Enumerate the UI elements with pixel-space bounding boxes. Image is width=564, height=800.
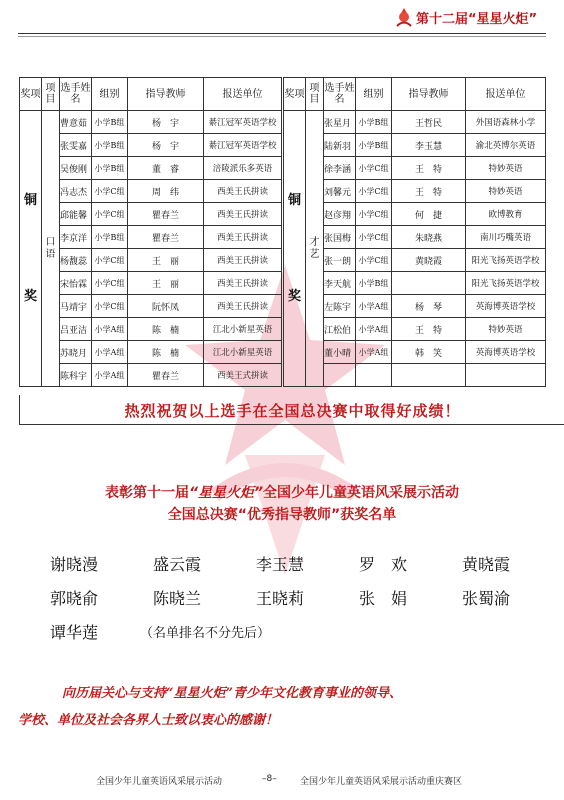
teacher-cell [392,364,466,387]
unit-cell: 英海博英语学校 [466,341,546,364]
table-row [284,180,546,203]
group-cell: 小学C组 [92,180,128,203]
teacher-cell: 王 特 [392,318,466,341]
player-name-cell: 吕亚洁 [60,318,92,341]
teacher-cell: 瞿春兰 [128,203,204,226]
names-row [50,586,530,620]
unit-cell: 涪陵派乐多英语 [204,157,282,180]
thanks-post: 青少年文化教育事业的领导、 [232,686,402,701]
teacher-cell: 王 特 [392,180,466,203]
player-name-cell: 李京洋 [60,226,92,249]
player-name-cell [324,364,356,387]
group-cell: 小学C组 [356,249,392,272]
group-cell: 小学C组 [92,249,128,272]
col-header-group: 组别 [356,78,392,111]
player-name-cell: 江松伯 [324,318,356,341]
table-row [20,203,282,226]
honor-title-line2: 全国总决赛“优秀指导教师”获奖名单 [167,507,397,523]
player-name-cell: 左陈宇 [324,295,356,318]
unit-cell: 欧博教育 [466,203,546,226]
thanks-pre: 向历届关心与支持 [62,686,167,701]
table-row [20,341,282,364]
unit-cell: 外国语森林小学 [466,111,546,134]
unit-cell: 西美王氏拼读 [204,249,282,272]
player-name-cell: 曹意茹 [60,111,92,134]
unit-cell: 英海博英语学校 [466,295,546,318]
col-header-unit: 报送单位 [466,78,546,111]
player-name-cell: 宋怡霖 [60,272,92,295]
group-cell: 小学B组 [356,134,392,157]
table-row [284,134,546,157]
teacher-name: 盛云霞 [153,555,202,574]
teacher-cell [392,272,466,295]
project-cell: 口语 [42,111,60,387]
unit-cell [466,364,546,387]
unit-cell: 特妙英语 [466,318,546,341]
group-cell: 小学A组 [92,318,128,341]
unit-cell: 江北小新星英语 [204,318,282,341]
player-name-cell: 刘馨元 [324,180,356,203]
player-name-cell: 杨馥蕊 [60,249,92,272]
unit-cell: 綦江冠军英语学校 [204,111,282,134]
teacher-name: 王晓莉 [256,589,305,608]
award-char: 奖 [287,288,301,304]
award-cell [20,111,42,387]
player-name-cell: 董小晴 [324,341,356,364]
teacher-cell: 黄晓霞 [392,249,466,272]
table-row [20,272,282,295]
unit-cell: 渝北英博尔英语 [466,134,546,157]
unit-cell: 西美王式拼读 [204,364,282,387]
teacher-cell: 杨 宇 [128,134,204,157]
unit-cell: 阳光飞扬英语学校 [466,272,546,295]
player-name-cell: 陈科宇 [60,364,92,387]
teacher-cell: 韩 笑 [392,341,466,364]
teacher-cell: 瞿春兰 [128,364,204,387]
group-cell: 小学C组 [92,295,128,318]
honor-title-pre: 表彰第十一届 [104,485,189,501]
table-row [20,226,282,249]
col-header-group: 组别 [92,78,128,111]
teacher-cell: 王 丽 [128,272,204,295]
col-header-teacher: 指导教师 [392,78,466,111]
table-row [20,295,282,318]
group-cell: 小学B组 [92,111,128,134]
table-row [20,249,282,272]
table-row [284,111,546,134]
teacher-cell: 阮怀凤 [128,295,204,318]
unit-cell: 南川巧嘴英语 [466,226,546,249]
teacher-name: 谢晓漫 [50,555,99,574]
player-name-cell: 苏晓月 [60,341,92,364]
award-char: 铜 [23,192,37,208]
table-row [284,364,546,387]
teacher-name: 罗 欢 [359,555,408,574]
left-award-table [19,77,282,387]
congrats-banner [19,395,564,425]
teacher-cell: 杨 宇 [128,111,204,134]
teacher-name: 张 娟 [359,589,408,608]
right-award-table [283,77,546,387]
header-title: 第十二届“星星火炬” [416,12,538,27]
teacher-cell: 杨 琴 [392,295,466,318]
header-rule-thin [18,36,546,37]
table-row [284,226,546,249]
col-header-project: 项目 [42,78,60,111]
teacher-cell: 朱晓燕 [392,226,466,249]
group-cell: 小学C组 [356,203,392,226]
teacher-cell: 王 特 [392,157,466,180]
teacher-cell: 董 睿 [128,157,204,180]
unit-cell: 西美王氏拼读 [204,272,282,295]
teacher-name: 谭华莲 [50,623,99,642]
group-cell: 小学C组 [92,203,128,226]
col-header-unit: 报送单位 [204,78,282,111]
teacher-cell: 陈 楠 [128,341,204,364]
teacher-name: 黄晓霞 [462,555,511,574]
page-header [0,0,564,40]
teacher-name: 张蜀渝 [462,589,511,608]
teacher-cell: 王 丽 [128,249,204,272]
group-cell: 小学B组 [92,157,128,180]
teacher-cell: 王哲民 [392,111,466,134]
table-row [284,203,546,226]
group-cell: 小学C组 [92,272,128,295]
group-cell [356,364,392,387]
group-cell: 小学C组 [356,226,392,249]
unit-cell: 西美王氏拼读 [204,180,282,203]
col-header-project: 项目 [306,78,324,111]
group-cell: 小学B组 [356,272,392,295]
group-cell: 小学A组 [92,341,128,364]
project-cell: 才艺 [306,111,324,387]
names-row [50,552,530,586]
teacher-name: 陈晓兰 [153,589,202,608]
names-row [50,620,530,654]
thanks-brand: “星星火炬” [166,686,233,701]
unit-cell: 西美王氏拼读 [204,203,282,226]
congrats-text: 热烈祝贺以上选手在全国总决赛中取得好成绩！ [124,402,461,420]
group-cell: 小学A组 [356,318,392,341]
table-header-row [20,78,282,111]
player-name-cell: 张星月 [324,111,356,134]
table-row [284,318,546,341]
table-row [284,295,546,318]
teacher-name: 郭晓俞 [50,589,99,608]
unit-cell: 阳光飞扬英语学校 [466,249,546,272]
header-rule [18,33,546,34]
teacher-cell: 李玉慧 [392,134,466,157]
group-cell: 小学B组 [92,134,128,157]
table-row [20,180,282,203]
col-header-award: 奖项 [284,78,306,111]
player-name-cell: 马靖宇 [60,295,92,318]
player-name-cell: 陆新羽 [324,134,356,157]
table-header-row [284,78,546,111]
award-cell [284,111,306,387]
thanks-paragraph [18,680,548,734]
group-cell: 小学A组 [356,295,392,318]
teacher-names-list [50,552,530,654]
col-header-name: 选手姓名 [324,78,356,111]
table-row [284,157,546,180]
player-name-cell: 邱能馨 [60,203,92,226]
player-name-cell: 冯志杰 [60,180,92,203]
table-row [20,364,282,387]
thanks-line2: 学校、单位及社会各界人士致以衷心的感谢！ [18,713,279,728]
table-row [20,318,282,341]
group-cell: 小学B组 [356,111,392,134]
teacher-cell: 何 捷 [392,203,466,226]
unit-cell: 西美王氏拼读 [204,226,282,249]
honor-title-brand: “星星火炬” [188,485,264,501]
table-row [284,341,546,364]
honor-title-post: 全国少年儿童英语风采展示活动 [263,485,460,501]
footer-right: 全国少年儿童英语风采展示活动重庆赛区 [300,777,463,787]
table-row [20,157,282,180]
teacher-cell: 陈 楠 [128,318,204,341]
table-row [20,134,282,157]
footer-left: 全国少年儿童英语风采展示活动 [96,777,223,787]
award-char: 奖 [23,288,37,304]
teacher-name: 李玉慧 [256,555,305,574]
player-name-cell: 赵彦翔 [324,203,356,226]
unit-cell: 特妙英语 [466,180,546,203]
player-name-cell: 张雯嘉 [60,134,92,157]
player-name-cell: 张国梅 [324,226,356,249]
torch-logo-icon [393,6,415,28]
teacher-cell: 周 纬 [128,180,204,203]
unit-cell: 特妙英语 [466,157,546,180]
award-char: 铜 [287,192,301,208]
table-row [284,272,546,295]
unit-cell: 江北小新星英语 [204,341,282,364]
unit-cell: 西美王氏拼读 [204,295,282,318]
table-row [284,249,546,272]
honor-title-line1 [0,482,564,502]
teacher-cell: 瞿春兰 [128,226,204,249]
table-row [20,111,282,134]
group-cell: 小学B组 [92,226,128,249]
group-cell: 小学C组 [356,180,392,203]
names-note: （名单排名不分先后） [140,626,271,641]
player-name-cell: 李天航 [324,272,356,295]
page-number: –8– [262,774,277,784]
col-header-award: 奖项 [20,78,42,111]
col-header-teacher: 指导教师 [128,78,204,111]
unit-cell: 綦江冠军英语学校 [204,134,282,157]
col-header-name: 选手姓名 [60,78,92,111]
player-name-cell: 吴俊刚 [60,157,92,180]
player-name-cell: 张一朗 [324,249,356,272]
group-cell: 小学A组 [92,364,128,387]
player-name-cell: 徐李涵 [324,157,356,180]
group-cell: 小学A组 [356,341,392,364]
group-cell: 小学C组 [356,157,392,180]
thanks-line1 [18,680,548,707]
